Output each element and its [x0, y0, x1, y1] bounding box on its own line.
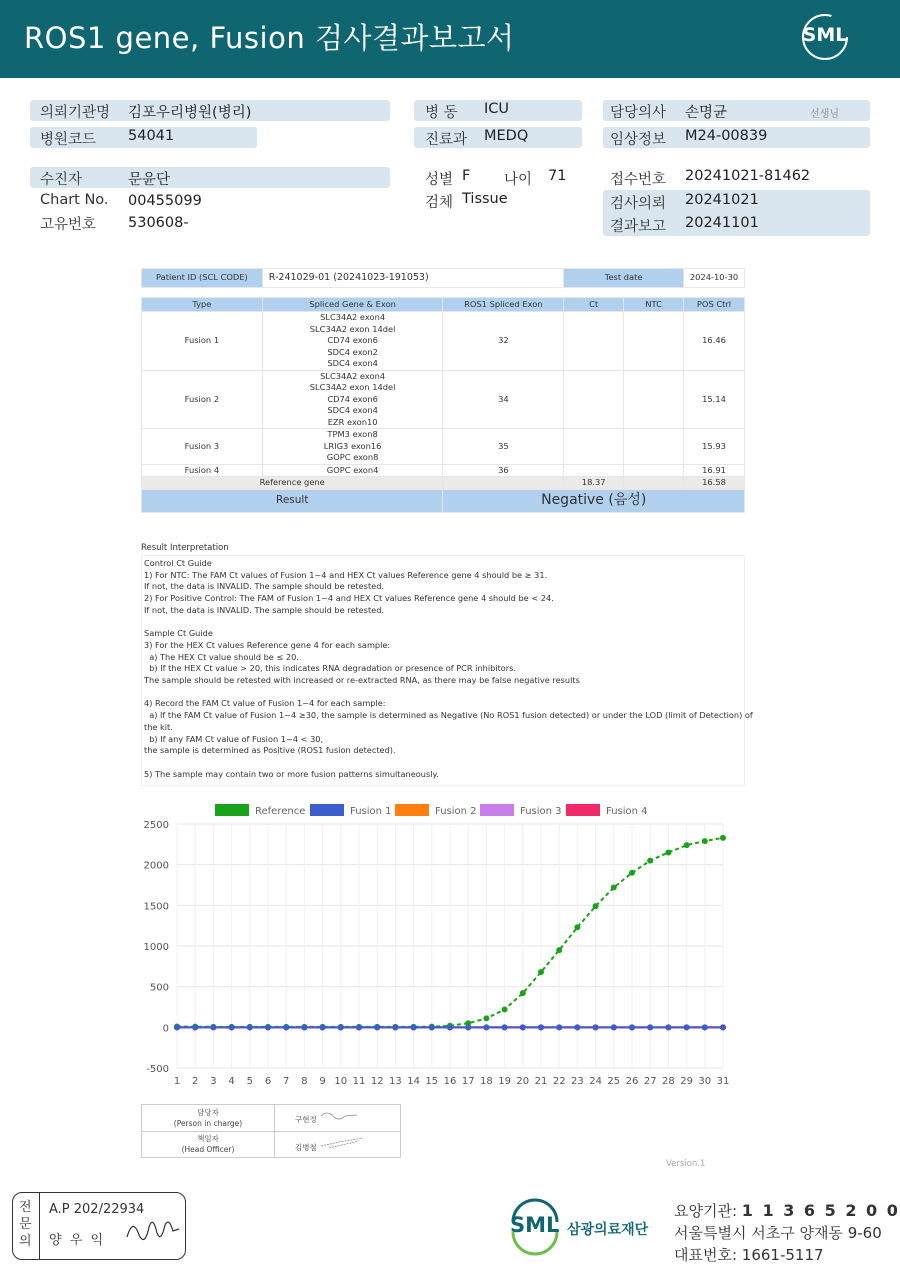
interpretation-line [144, 757, 742, 769]
patient-value: 문윤단 [128, 172, 171, 188]
interpretation-line: If not, the data is INVALID. The sample should be retested. [144, 604, 384, 615]
data-point [301, 1024, 307, 1030]
hospital-code-label: 병원코드 [40, 132, 97, 148]
data-point [611, 884, 617, 890]
footer-phone-label: 대표번호: [674, 1246, 738, 1264]
legend-swatch [215, 804, 249, 816]
data-point [392, 1024, 398, 1030]
row-ntc [624, 464, 684, 477]
interpretation-line: 4) Record the FAM Ct value of Fusion 1~4 for each sample: [144, 698, 386, 709]
officer-name: 김병철 [295, 1142, 317, 1152]
legend-label: Fusion 4 [606, 806, 648, 817]
report-title: ROS1 gene, Fusion 검사결과보고서 [24, 21, 515, 55]
data-point [593, 903, 599, 909]
x-tick-label: 11 [352, 1076, 366, 1087]
y-tick-label: 1000 [143, 942, 169, 953]
x-tick-label: 27 [643, 1076, 657, 1087]
data-point [684, 1024, 690, 1030]
gene-exon: GOPC exon4 [326, 464, 379, 475]
row-ct [564, 464, 624, 477]
data-point [483, 1015, 489, 1021]
row-pos: 16.91 [684, 464, 745, 477]
interpretation-line: b) If any FAM Ct value of Fusion 1~4 < 30, [144, 733, 324, 744]
institution-value: 김포우리병원(병리) [128, 105, 252, 121]
legend-swatch [566, 804, 600, 816]
stamp-side: 전문의 [19, 1200, 32, 1249]
specialist-stamp [12, 1192, 186, 1260]
doctor-label: 담당의사 [610, 105, 667, 121]
reference-exon [443, 477, 564, 490]
y-tick-label: 1500 [143, 901, 169, 913]
hospital-code-value: 54041 [128, 128, 175, 144]
institution-label: 의뢰기관명 [40, 105, 111, 121]
row-exon: 36 [443, 464, 564, 477]
ward-label: 병 동 [425, 105, 458, 121]
column-header: Spliced Gene & Exon [262, 298, 443, 312]
x-tick-label: 8 [301, 1076, 308, 1087]
table-row [142, 312, 745, 371]
column-header: Ct [564, 298, 624, 312]
gene-exon: CD74 exon6 [327, 393, 378, 404]
footer-code-label: 요양기관: [674, 1202, 738, 1220]
request-value: 20241021 [685, 192, 759, 208]
interpretation-line: If not, the data is INVALID. The sample should be retested. [144, 581, 384, 592]
dept-value: MEDQ [484, 128, 529, 144]
data-point [229, 1024, 235, 1030]
data-point [629, 870, 635, 876]
interpretation-line: The sample should be retested with increased or re-extracted RNA, as there may be false negative results [144, 675, 580, 686]
x-tick-label: 19 [498, 1076, 511, 1087]
reference-ntc [624, 477, 684, 490]
test-date-value: 2024-10-30 [684, 269, 745, 288]
stamp-line1: A.P 202/22934 [49, 1202, 145, 1217]
x-tick-label: 6 [264, 1076, 272, 1087]
interpretation-line: b) If the HEX Ct value > 20, this indicates RNA degradation or presence of PCR inhibitors. [144, 663, 517, 674]
unique-label: 고유번호 [40, 217, 97, 233]
data-point [174, 1024, 180, 1030]
data-point [447, 1024, 453, 1030]
table-row [142, 464, 745, 477]
row-genes [262, 464, 443, 477]
data-point [665, 1024, 671, 1030]
data-point [684, 842, 690, 848]
data-point [702, 838, 708, 844]
row-genes [262, 429, 443, 465]
x-tick-label: 4 [228, 1076, 235, 1087]
interpretation-line: 3) For the HEX Ct values Reference gene 4 for each sample: [144, 639, 391, 650]
legend-label: Fusion 2 [435, 806, 477, 817]
receipt-label: 접수번호 [610, 172, 667, 188]
stamp-line2: 양 우 익 [49, 1233, 104, 1248]
reference-label: Reference gene [142, 477, 443, 490]
interpretation-line: Sample Ct Guide [144, 628, 213, 639]
result-label: Result [142, 490, 443, 513]
x-tick-label: 13 [389, 1076, 402, 1087]
person-name: 구현정 [295, 1115, 317, 1125]
gene-exon: SLC34A2 exon4 [320, 370, 386, 381]
receipt-value: 20241021-81462 [685, 168, 811, 184]
gene-exon: TPM3 exon8 [327, 429, 378, 439]
x-tick-label: 10 [334, 1076, 348, 1087]
data-point [411, 1024, 417, 1030]
interpretation-line [144, 687, 742, 699]
data-point [556, 947, 562, 953]
x-tick-label: 30 [698, 1076, 712, 1087]
x-tick-label: 17 [461, 1076, 475, 1087]
data-point [647, 858, 653, 864]
sex-label: 성별 [425, 172, 454, 188]
data-point [702, 1024, 708, 1030]
dept-label: 진료과 [425, 132, 468, 148]
reference-ct: 18.37 [564, 477, 624, 490]
data-point [502, 1024, 508, 1030]
row-genes [262, 312, 443, 371]
interpretation-title: Result Interpretation [141, 543, 229, 553]
x-tick-label: 3 [210, 1076, 217, 1087]
result-value: Negative (음성) [443, 490, 745, 513]
column-header: POS Ctrl [684, 298, 745, 312]
footer-address: 서울특별시 서초구 양재동 9-60 [674, 1224, 882, 1242]
data-point [520, 990, 526, 996]
gene-exon: SLC34A2 exon4 [320, 312, 386, 322]
data-point [574, 924, 580, 930]
chart-value: 00455099 [128, 193, 202, 209]
column-header: ROS1 Spliced Exon [443, 298, 564, 312]
chart-label: Chart No. [40, 192, 109, 208]
interpretation-line: the sample is determined as Positive (ROS1 fusion detected). [144, 745, 396, 756]
gene-exon: SLC34A2 exon 14del [309, 382, 396, 392]
data-point [665, 849, 671, 855]
unique-value: 530608- [128, 215, 189, 231]
gene-exon: SLC34A2 exon 14del [309, 323, 396, 334]
age-value: 71 [548, 168, 567, 184]
gene-exon: GOPC exon8 [326, 452, 379, 462]
x-tick-label: 20 [516, 1076, 530, 1087]
table-header-row [142, 298, 745, 312]
interpretation-line: the kit. [144, 721, 173, 732]
stamp-signature-icon [123, 1207, 183, 1253]
data-point [247, 1024, 253, 1030]
report-value: 20241101 [685, 215, 759, 231]
data-point [720, 1024, 726, 1030]
footer-org: 삼광의료재단 [567, 1222, 649, 1238]
data-point [374, 1024, 380, 1030]
y-tick-label: -500 [146, 1064, 169, 1075]
row-type: Fusion 2 [142, 370, 263, 429]
x-tick-label: 14 [407, 1076, 420, 1087]
column-header: NTC [624, 298, 684, 312]
interpretation-line: Control Ct Guide [144, 558, 212, 568]
row-genes [262, 370, 443, 429]
legend-label: Fusion 3 [520, 806, 562, 817]
y-tick-label: 0 [162, 1023, 169, 1035]
data-point [483, 1024, 489, 1030]
interpretation-line: a) The HEX Ct value should be ≤ 20. [144, 651, 299, 662]
data-point [338, 1024, 344, 1030]
clinical-value: M24-00839 [685, 128, 768, 144]
row-ntc [624, 429, 684, 465]
officer-label-en: (Head Officer) [181, 1145, 235, 1155]
interpretation-line: a) If the FAM Ct value of Fusion 1~4 ≥30, the sample is determined as Negative (No ROS1 fusion detected) or under the LOD (limit of Detection) of [144, 710, 753, 721]
x-tick-label: 25 [607, 1076, 621, 1087]
row-exon: 34 [443, 370, 564, 429]
legend-label: Fusion 1 [350, 806, 392, 817]
x-tick-label: 12 [370, 1076, 384, 1087]
reference-pos: 16.58 [684, 477, 745, 490]
person-signature-icon [319, 1110, 359, 1122]
signature-table [141, 1104, 401, 1158]
x-tick-label: 2 [192, 1076, 199, 1087]
version-label: Version.1 [666, 1159, 706, 1169]
x-tick-label: 18 [480, 1076, 493, 1087]
row-ct [564, 370, 624, 429]
x-tick-label: 7 [283, 1076, 290, 1087]
patient-label: 수진자 [40, 172, 83, 188]
footer-code: 1 1 3 6 5 2 0 0 [741, 1201, 900, 1220]
interpretation-line: 2) For Positive Control: The FAM of Fusion 1~4 and HEX Ct values Reference gene 4 should be < 24. [144, 593, 554, 604]
legend-swatch [310, 804, 344, 816]
legend-label: Reference [255, 806, 306, 817]
clinical-label: 임상정보 [610, 132, 667, 148]
x-tick-label: 16 [443, 1076, 457, 1087]
doctor-suffix: 선생님 [810, 109, 839, 120]
data-point [502, 1006, 508, 1012]
y-tick-label: 2000 [143, 860, 169, 872]
footer-code-line [674, 1200, 900, 1221]
row-pos: 16.46 [684, 312, 745, 371]
x-tick-label: 15 [425, 1076, 439, 1087]
row-type: Fusion 1 [142, 312, 263, 371]
interpretation-box [141, 555, 753, 786]
doctor-value: 손명균 [685, 105, 728, 121]
row-type: Fusion 4 [142, 464, 263, 477]
legend-swatch [395, 804, 429, 816]
data-point [629, 1024, 635, 1030]
row-exon: 35 [443, 429, 564, 465]
gene-exon: CD74 exon6 [327, 335, 378, 345]
row-pos: 15.14 [684, 370, 745, 429]
data-point [429, 1024, 435, 1030]
x-tick-label: 29 [680, 1076, 693, 1087]
data-point [320, 1024, 326, 1030]
x-tick-label: 23 [571, 1076, 584, 1087]
data-point [556, 1024, 562, 1030]
y-tick-label: 2500 [143, 820, 169, 831]
data-point [611, 1024, 617, 1030]
gene-exon: EZR exon10 [327, 416, 378, 427]
x-tick-label: 28 [662, 1076, 675, 1087]
data-point [593, 1024, 599, 1030]
data-point [465, 1024, 471, 1030]
data-point [192, 1024, 198, 1030]
gene-exon: SDC4 exon2 [327, 346, 378, 357]
request-label: 검사의뢰 [610, 196, 667, 212]
sml-logo-text: SML [802, 24, 848, 46]
interpretation-line: 5) The sample may contain two or more fusion patterns simultaneously. [144, 768, 439, 779]
pid-label: Patient ID (SCL CODE) [142, 269, 263, 288]
officer-label: 책임자 [197, 1134, 219, 1144]
report-label: 결과보고 [610, 219, 667, 235]
row-ct [564, 312, 624, 371]
footer-phone-line [674, 1244, 824, 1265]
x-tick-label: 22 [552, 1076, 566, 1087]
x-tick-label: 9 [319, 1076, 326, 1087]
specimen-value: Tissue [462, 191, 508, 207]
row-ntc [624, 370, 684, 429]
data-point [520, 1024, 526, 1030]
table-row [142, 429, 745, 465]
x-tick-label: 31 [716, 1076, 730, 1087]
x-tick-label: 21 [534, 1076, 548, 1087]
data-point [538, 969, 544, 975]
data-point [210, 1024, 216, 1030]
sex-value: F [462, 168, 471, 184]
legend-swatch [480, 804, 514, 816]
gene-exon: SDC4 exon4 [327, 405, 378, 415]
gene-exon: LRIG3 exon16 [323, 440, 382, 451]
ward-value: ICU [484, 101, 510, 117]
data-point [265, 1024, 271, 1030]
results-table [141, 268, 745, 513]
row-type: Fusion 3 [142, 429, 263, 465]
x-tick-label: 1 [173, 1076, 181, 1087]
column-header: Type [142, 298, 263, 312]
pid-value: R-241029-01 (20241023-191053) [262, 269, 563, 288]
x-tick-label: 26 [625, 1076, 639, 1087]
test-date-label: Test date [564, 269, 684, 288]
person-label: 담당자 [197, 1107, 219, 1117]
age-label: 나이 [504, 172, 533, 188]
data-point [574, 1024, 580, 1030]
footer-logo-text: SML [510, 1213, 560, 1237]
row-pos: 15.93 [684, 429, 745, 465]
data-point [647, 1024, 653, 1030]
data-point [720, 835, 726, 841]
table-row [142, 370, 745, 429]
gene-exon: SDC4 exon4 [327, 358, 378, 368]
row-ntc [624, 312, 684, 371]
officer-signature-icon [319, 1136, 369, 1150]
footer-phone: 1661-5117 [741, 1246, 824, 1264]
row-exon: 32 [443, 312, 564, 371]
row-ct [564, 429, 624, 465]
person-label-en: (Person in charge) [173, 1118, 243, 1128]
interpretation-line [144, 617, 742, 629]
data-point [283, 1024, 289, 1030]
interpretation-line: 1) For NTC: The FAM Ct values of Fusion 1~4 and HEX Ct values Reference gene 4 should be ≥ 31. [144, 569, 548, 580]
data-point [538, 1024, 544, 1030]
y-tick-label: 500 [149, 982, 169, 994]
specimen-label: 검체 [425, 195, 454, 211]
x-tick-label: 5 [246, 1076, 253, 1087]
data-point [356, 1024, 362, 1030]
qpcr-amplification-chart [135, 798, 735, 1090]
x-tick-label: 24 [589, 1076, 602, 1087]
